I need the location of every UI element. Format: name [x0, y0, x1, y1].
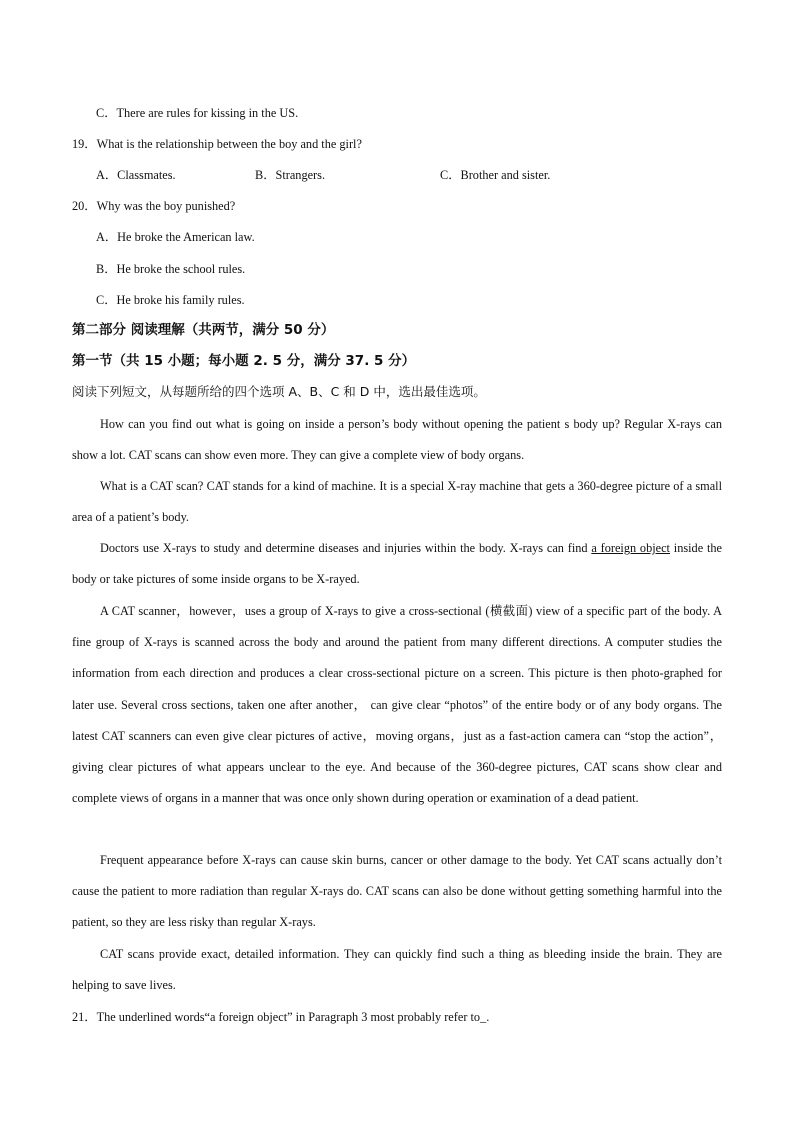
passage-paragraph-5: Frequent appearance before X-rays can cause skin burns, cancer or other damage to the body. Yet CAT scans actually don’t cause the patient to more radiation than regular X-rays do. CAT scans can also be done without getting something harmful into the patient, so they are less risky than regular X-rays. — [72, 853, 722, 930]
q19-stem: 19．What is the relationship between the boy and the girl? — [72, 137, 362, 151]
passage-paragraph-1: How can you find out what is going on inside a person’s body without opening the patient s body up? Regular X-rays can show a lot. CAT scans can show even more. They can give a complete view of body organs. — [72, 417, 722, 463]
q20-option-c: C．He broke his family rules. — [96, 293, 245, 307]
passage-paragraph-3 — [72, 533, 722, 595]
p3-text-before: Doctors use X-rays to study and determine diseases and injuries within the body. X-rays can find — [100, 541, 592, 555]
passage-paragraph-4: A CAT scanner，however，uses a group of X-rays to give a cross-sectional (横截面) view of a specific part of the body. A fine group of X-rays is scanned across the body and around the patient from many different directions. A computer studies the information from each direction and produces a clear cross-sectional picture on a screen. This picture is then photo-graphed for later use. Several cross sections, taken one after another， can give clear “photos” of the entire body or of any body organs. The latest CAT scanners can even give clear pictures of active，moving organs，just as a fast-action camera can “stop the action”，giving clear pictures of what appears unclear to the eye. And because of the 360-degree pictures, CAT scans show clear and complete views of organs in a manner that was once only shown during operation or examination of a dead patient. — [72, 604, 722, 806]
passage-paragraph-2: What is a CAT scan? CAT stands for a kind of machine. It is a special X-ray machine that gets a 360-degree picture of a small area of a patient’s body. — [72, 479, 722, 525]
section1-heading: 第一节（共 15 小题；每小题 2. 5 分，满分 37. 5 分） — [72, 353, 416, 369]
q20-option-b: B．He broke the school rules. — [96, 262, 246, 276]
part2-heading: 第二部分 阅读理解（共两节，满分 50 分） — [72, 322, 335, 338]
p3-text-after: inside the body or take pictures of some inside organs to be X-rayed. — [72, 541, 722, 587]
reading-instruction: 阅读下列短文，从每题所给的四个选项 A、B、C 和 D 中，选出最佳选项。 — [72, 384, 486, 399]
q19-option-c: C．Brother and sister. — [440, 168, 551, 182]
passage-paragraph-6: CAT scans provide exact, detailed information. They can quickly find such a thing as bleeding inside the brain. They are helping to save lives. — [72, 947, 722, 993]
q20-stem: 20．Why was the boy punished? — [72, 199, 236, 213]
q20-option-a: A．He broke the American law. — [96, 230, 255, 244]
underlined-phrase: a foreign object — [591, 541, 670, 555]
q21-stem: 21．The underlined words“a foreign object” in Paragraph 3 most probably refer to_. — [72, 1010, 490, 1024]
q19-option-b: B．Strangers. — [255, 168, 326, 182]
q18-option-c: C．There are rules for kissing in the US. — [96, 106, 299, 120]
q19-option-a: A．Classmates. — [96, 168, 176, 182]
